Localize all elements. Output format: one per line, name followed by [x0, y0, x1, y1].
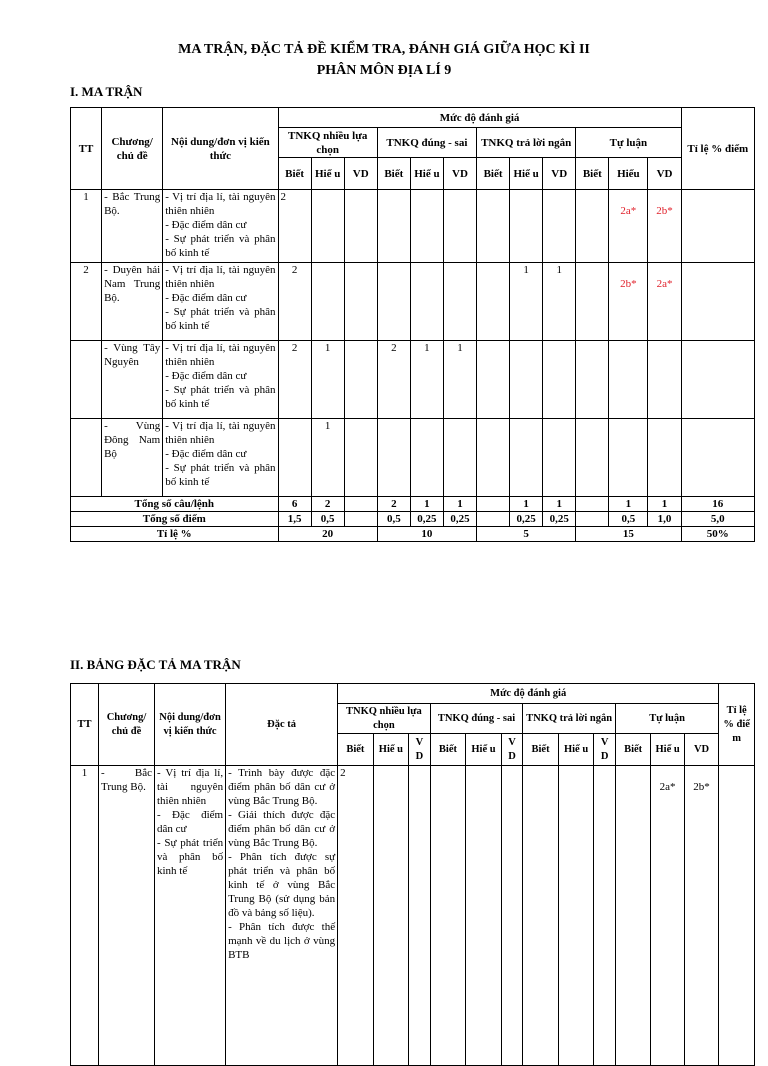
percent-cell: 20 — [278, 527, 377, 542]
level-cell — [344, 263, 377, 341]
noidung-item: - Sự phát triển và phân bố kinh tế — [165, 306, 276, 332]
section-1-heading: I. MA TRẬN — [70, 84, 143, 99]
row-noidung — [155, 766, 226, 1066]
header-tnkq-dung-sai: TNKQ đúng - sai — [430, 704, 523, 734]
header-tnkq-nhieu-lua-chon: TNKQ nhiều lựa chọn — [338, 704, 431, 734]
level-cell — [477, 263, 510, 341]
header-vd: V D — [501, 734, 523, 766]
header-noidung: Nội dung/đơn vị kiến thức — [163, 108, 278, 190]
header-vd: VD — [543, 158, 576, 190]
noidung-item: - Sự phát triển và phân bố kinh tế — [165, 384, 276, 410]
level-cell — [681, 341, 754, 419]
level-cell — [609, 341, 648, 419]
total-questions-cell: 1 — [410, 497, 443, 512]
header-mucdo: Mức độ đánh giá — [338, 684, 719, 704]
level-cell — [477, 419, 510, 497]
level-cell — [466, 766, 502, 1066]
percent-label: Tỉ lệ % — [71, 527, 279, 542]
total-questions-label: Tổng số câu/lệnh — [71, 497, 279, 512]
header-biet: Biết — [523, 734, 559, 766]
row-tt: 1 — [71, 766, 99, 1066]
total-points-cell: 0,25 — [543, 512, 576, 527]
total-points-cell — [477, 512, 510, 527]
header-biet: Biết — [615, 734, 651, 766]
row-tt — [71, 419, 102, 497]
total-points-cell — [576, 512, 609, 527]
table-row — [71, 341, 755, 419]
level-cell: 2a* — [651, 766, 684, 1066]
header-mucdo: Mức độ đánh giá — [278, 108, 681, 128]
dacta-item: - Phân tích được thế mạnh về du lịch ở vùng BTB — [228, 921, 336, 961]
row-chuong: - Duyên hải Nam Trung Bộ. — [102, 263, 163, 341]
level-cell — [510, 419, 543, 497]
level-cell — [523, 766, 559, 1066]
total-questions-cell: 1 — [609, 497, 648, 512]
noidung-item: - Vị trí địa lí, tài nguyên thiên nhiên — [157, 767, 224, 807]
level-cell — [344, 341, 377, 419]
row-tt: 1 — [71, 190, 102, 263]
header-dacta: Đặc tả — [226, 684, 338, 766]
row-chuong: - Bắc Trung Bộ. — [99, 766, 155, 1066]
level-cell: 1 — [543, 263, 576, 341]
percent-cell: 50% — [681, 527, 754, 542]
level-cell — [477, 190, 510, 263]
level-cell — [373, 766, 409, 1066]
level-cell — [615, 766, 651, 1066]
level-cell — [410, 263, 443, 341]
header-tnkq-tra-loi-ngan: TNKQ trả lời ngắn — [523, 704, 616, 734]
total-points-cell: 1,0 — [648, 512, 681, 527]
header-hieu: Hiể u — [466, 734, 502, 766]
level-cell — [681, 263, 754, 341]
row-noidung — [163, 419, 278, 497]
total-points-label: Tổng số điểm — [71, 512, 279, 527]
level-cell — [443, 263, 476, 341]
header-tnkq-tra-loi-ngan: TNKQ trả lời ngắn — [477, 128, 576, 158]
level-cell — [311, 190, 344, 263]
noidung-item: - Sự phát triển và phân bố kinh tế — [157, 837, 224, 877]
level-cell — [576, 190, 609, 263]
noidung-item: - Đặc điểm dân cư — [165, 370, 247, 382]
level-cell — [719, 766, 755, 1066]
header-hieu: Hiể u — [651, 734, 684, 766]
level-cell — [648, 341, 681, 419]
total-points-cell — [344, 512, 377, 527]
matrix-table — [70, 107, 755, 542]
noidung-item: - Vị trí địa lí, tài nguyên thiên nhiên — [165, 420, 276, 446]
header-biet: Biết — [430, 734, 466, 766]
header-tu-luan: Tự luận — [615, 704, 718, 734]
table-row — [71, 190, 755, 263]
level-cell — [430, 766, 466, 1066]
level-cell: 2 — [377, 341, 410, 419]
row-dacta — [226, 766, 338, 1066]
total-questions-cell — [477, 497, 510, 512]
level-cell — [558, 766, 594, 1066]
noidung-item: - Đặc điểm dân cư — [165, 219, 247, 231]
level-cell — [278, 419, 311, 497]
level-cell — [344, 190, 377, 263]
noidung-item: - Vị trí địa lí, tài nguyên thiên nhiên — [165, 191, 276, 217]
level-cell: 1 — [510, 263, 543, 341]
level-cell: 1 — [311, 419, 344, 497]
header-biet: Biết — [477, 158, 510, 190]
total-points-cell: 0,5 — [311, 512, 344, 527]
header-noidung: Nội dung/đơn vị kiến thức — [155, 684, 226, 766]
level-cell — [477, 341, 510, 419]
header-chuong: Chương/ chủ đề — [102, 108, 163, 190]
table-row — [71, 766, 755, 1066]
noidung-item: - Vị trí địa lí, tài nguyên thiên nhiên — [165, 342, 276, 368]
noidung-item: - Đặc điểm dân cư — [165, 292, 247, 304]
header-biet: Biết — [338, 734, 374, 766]
total-points-cell: 0,25 — [510, 512, 543, 527]
level-cell — [681, 190, 754, 263]
header-vd: VD — [443, 158, 476, 190]
total-questions-cell — [576, 497, 609, 512]
total-points-cell: 1,5 — [278, 512, 311, 527]
table-row — [71, 419, 755, 497]
level-cell — [409, 766, 431, 1066]
level-cell — [377, 419, 410, 497]
header-tnkq-dung-sai: TNKQ đúng - sai — [377, 128, 476, 158]
level-cell — [543, 341, 576, 419]
level-cell — [510, 341, 543, 419]
level-cell: 2 — [338, 766, 374, 1066]
total-points-cell: 5,0 — [681, 512, 754, 527]
total-points-cell: 0,25 — [443, 512, 476, 527]
total-questions-cell: 6 — [278, 497, 311, 512]
row-chuong: - Vùng Tây Nguyên — [102, 341, 163, 419]
level-cell: 2 — [278, 190, 311, 263]
row-tt: 2 — [71, 263, 102, 341]
level-cell — [576, 419, 609, 497]
total-questions-cell: 1 — [648, 497, 681, 512]
level-cell: 1 — [410, 341, 443, 419]
header-vd: V D — [409, 734, 431, 766]
row-chuong: - Bắc Trung Bộ. — [102, 190, 163, 263]
level-cell: 2a* — [609, 190, 648, 263]
total-questions-cell: 1 — [543, 497, 576, 512]
total-questions-cell: 2 — [311, 497, 344, 512]
noidung-item: - Vị trí địa lí, tài nguyên thiên nhiên — [165, 264, 276, 290]
spec-table — [70, 683, 755, 1066]
header-vd: VD — [344, 158, 377, 190]
level-cell — [543, 190, 576, 263]
level-cell — [501, 766, 523, 1066]
row-noidung — [163, 341, 278, 419]
level-cell: 1 — [443, 341, 476, 419]
level-cell — [410, 190, 443, 263]
total-questions-cell — [344, 497, 377, 512]
level-cell — [443, 419, 476, 497]
total-questions-cell: 16 — [681, 497, 754, 512]
total-questions-cell: 2 — [377, 497, 410, 512]
header-biet: Biết — [278, 158, 311, 190]
table-row — [71, 263, 755, 341]
level-cell: 2 — [278, 341, 311, 419]
row-noidung — [163, 263, 278, 341]
header-tu-luan: Tự luận — [576, 128, 681, 158]
header-vd: VD — [684, 734, 719, 766]
header-tt: TT — [71, 108, 102, 190]
level-cell: 2b* — [648, 190, 681, 263]
percent-cell: 5 — [477, 527, 576, 542]
level-cell — [311, 263, 344, 341]
total-questions-cell: 1 — [443, 497, 476, 512]
header-tt: TT — [71, 684, 99, 766]
header-hieu: Hiể u — [311, 158, 344, 190]
level-cell — [594, 766, 616, 1066]
noidung-item: - Sự phát triển và phân bố kinh tế — [165, 462, 276, 488]
dacta-item: - Trình bày được đặc điểm phân bố dân cư ở vùng Bắc Trung Bộ. — [228, 767, 336, 807]
header-vd: VD — [648, 158, 681, 190]
level-cell: 1 — [311, 341, 344, 419]
header-hieu: Hiể u — [410, 158, 443, 190]
level-cell: 2b* — [609, 263, 648, 341]
level-cell — [681, 419, 754, 497]
percent-cell: 10 — [377, 527, 476, 542]
header-biet: Biết — [377, 158, 410, 190]
dacta-item: - Phân tích được sự phát triển và phân bố kinh tế ở vùng Bắc Trung Bộ (sử dụng bản đồ và bảng số liệu). — [228, 851, 336, 919]
row-tt — [71, 341, 102, 419]
level-cell — [576, 341, 609, 419]
level-cell — [609, 419, 648, 497]
header-vd: V D — [594, 734, 616, 766]
header-tile: Tỉ lệ % điểm — [681, 108, 754, 190]
header-hieu: Hiểu — [609, 158, 648, 190]
total-questions-cell: 1 — [510, 497, 543, 512]
level-cell — [576, 263, 609, 341]
total-points-cell: 0,25 — [410, 512, 443, 527]
header-hieu: Hiể u — [558, 734, 594, 766]
level-cell — [344, 419, 377, 497]
percent-cell: 15 — [576, 527, 681, 542]
level-cell — [648, 419, 681, 497]
header-tile: Tỉ lệ % điể m — [719, 684, 755, 766]
total-points-cell: 0,5 — [377, 512, 410, 527]
level-cell — [377, 263, 410, 341]
header-tnkq-nhieu-lua-chon: TNKQ nhiều lựa chọn — [278, 128, 377, 158]
doc-title-line2: PHÂN MÔN ĐỊA LÍ 9 — [316, 63, 452, 78]
row-noidung — [163, 190, 278, 263]
level-cell — [410, 419, 443, 497]
level-cell: 2 — [278, 263, 311, 341]
noidung-item: - Đặc điểm dân cư — [157, 809, 224, 835]
section-2-heading: II. BẢNG ĐẶC TẢ MA TRẬN — [70, 657, 241, 672]
header-biet: Biết — [576, 158, 609, 190]
level-cell — [510, 190, 543, 263]
level-cell — [377, 190, 410, 263]
total-points-cell: 0,5 — [609, 512, 648, 527]
noidung-item: - Sự phát triển và phân bố kinh tế — [165, 233, 276, 259]
header-hieu: Hiể u — [510, 158, 543, 190]
doc-title-line1: MA TRẬN, ĐẶC TẢ ĐỀ KIỂM TRA, ĐÁNH GIÁ GIỮA HỌC KÌ II — [178, 42, 590, 57]
level-cell: 2b* — [684, 766, 719, 1066]
header-hieu: Hiể u — [373, 734, 409, 766]
level-cell: 2a* — [648, 263, 681, 341]
dacta-item: - Giải thích được đặc điểm phân bố dân cư ở vùng Bắc Trung Bộ. — [228, 809, 336, 849]
level-cell — [443, 190, 476, 263]
noidung-item: - Đặc điểm dân cư — [165, 448, 247, 460]
row-chuong: - Vùng Đông Nam Bộ — [102, 419, 163, 497]
header-chuong: Chương/ chủ đề — [99, 684, 155, 766]
level-cell — [543, 419, 576, 497]
